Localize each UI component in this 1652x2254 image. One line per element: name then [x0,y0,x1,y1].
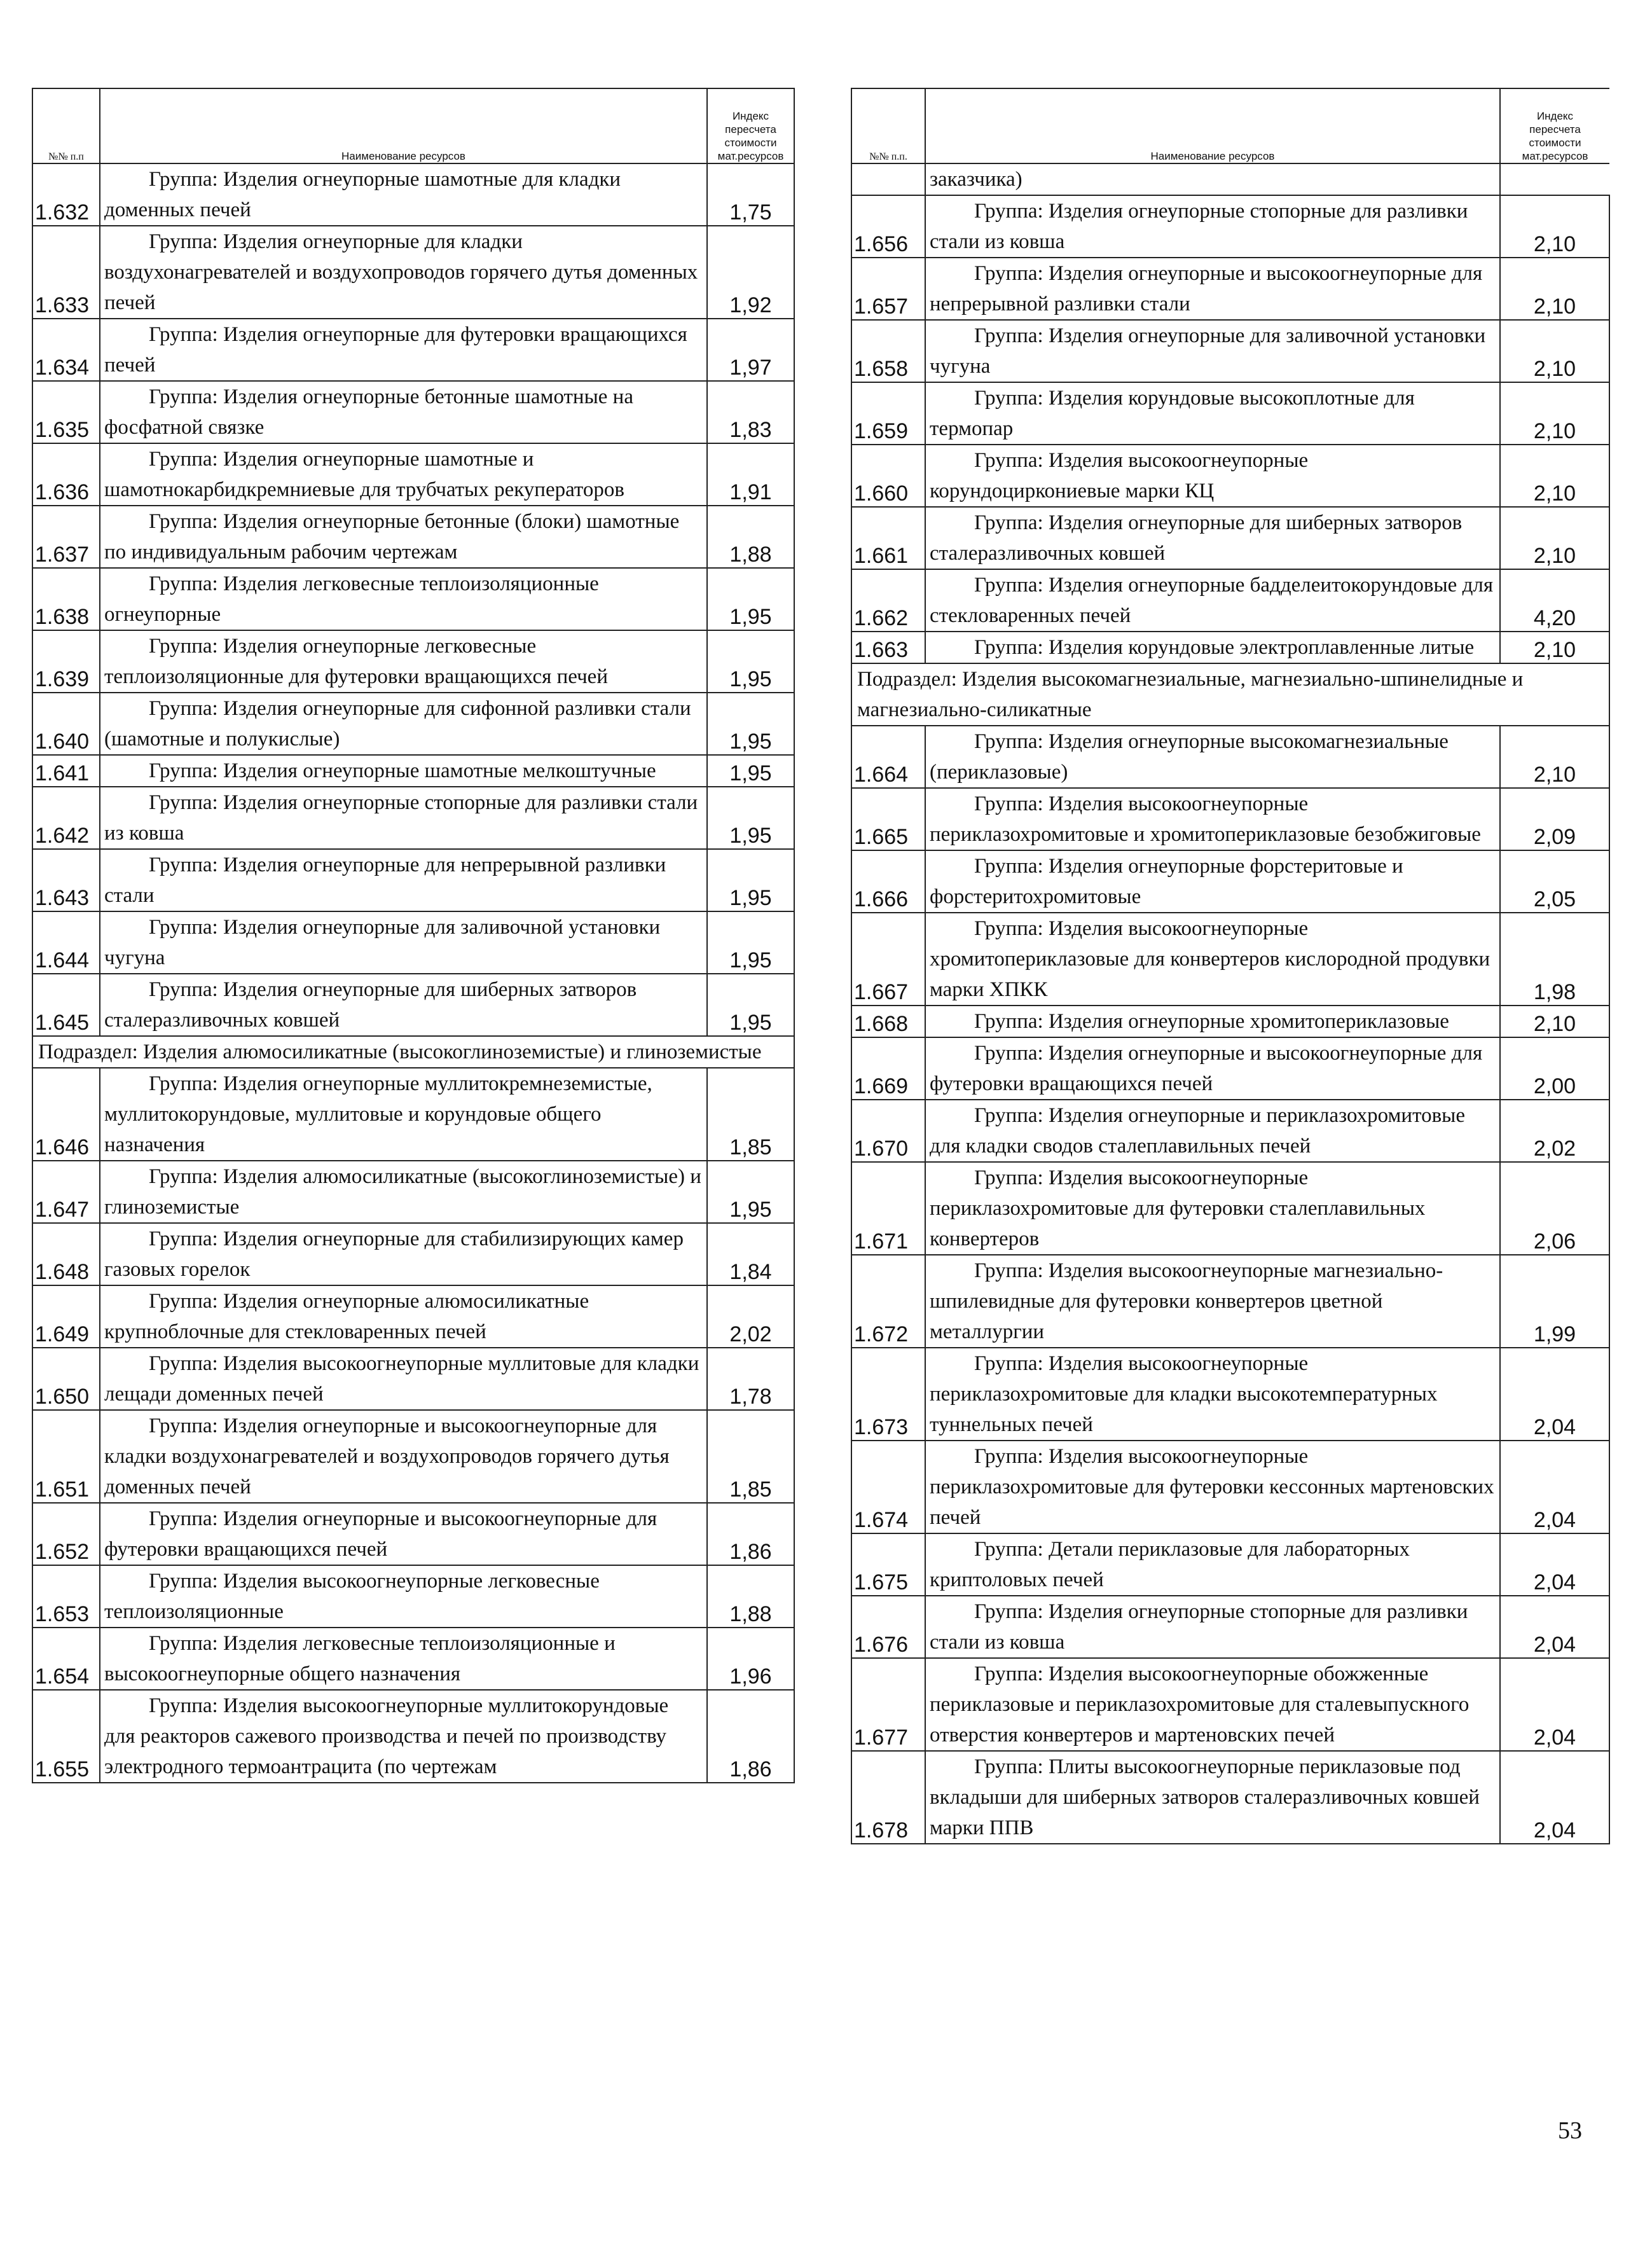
row-number: 1.646 [32,1068,100,1161]
resource-name-text: Группа: Изделия огнеупорные стопорные для разливки стали из ковша [930,200,1468,253]
subsection-row [32,1036,794,1068]
column-header-number: №№ п.п [32,88,100,163]
row-number: 1.642 [32,787,100,849]
resource-name-text: Группа: Изделия корундовые электроплавленные литые [974,636,1475,659]
index-value: 2,00 [1500,1037,1609,1100]
row-number: 1.655 [32,1690,100,1783]
index-value: 2,10 [1500,507,1609,569]
subsection-title: Подраздел: Изделия алюмосиликатные (высокоглиноземистые) и глиноземистые [32,1036,794,1068]
table-row [851,507,1609,569]
index-value: 1,95 [707,693,794,755]
resource-name [100,163,707,226]
row-number: 1.660 [851,445,925,507]
row-number: 1.676 [851,1596,925,1658]
row-number: 1.665 [851,788,925,850]
resource-name [100,630,707,693]
left-header-row [32,88,794,163]
index-value: 1,96 [707,1628,794,1690]
index-value: 1,95 [707,849,794,911]
row-number: 1.633 [32,226,100,319]
index-value: 1,85 [707,1410,794,1503]
row-number: 1.643 [32,849,100,911]
resource-name [925,632,1500,663]
table-row [851,1255,1609,1348]
row-number: 1.636 [32,443,100,506]
resource-name [925,726,1500,788]
table-row [32,163,794,226]
resource-name [925,258,1500,320]
table-row [32,755,794,787]
resource-name [100,693,707,755]
resource-name [925,195,1500,258]
resource-name [100,1223,707,1285]
index-value: 1,92 [707,226,794,319]
index-value: 1,95 [707,911,794,974]
table-row [32,443,794,506]
resource-name [925,1006,1500,1037]
resource-name-text: Группа: Изделия легковесные теплоизоляционные и высокоогнеупорные общего назначения [104,1632,616,1685]
index-value: 2,02 [707,1285,794,1348]
row-number: 1.661 [851,507,925,569]
resource-name [925,913,1500,1006]
column-header-index [1500,88,1609,163]
row-number: 1.635 [32,381,100,443]
table-row [851,382,1609,445]
resource-name-text: Группа: Изделия огнеупорные и высокоогнеупорные для непрерывной разливки стали [930,262,1483,315]
index-value: 1,88 [707,506,794,568]
table-row [851,1037,1609,1100]
row-number: 1.662 [851,569,925,632]
table-row [851,726,1609,788]
table-row [32,1068,794,1161]
resource-name-text: Группа: Изделия огнеупорные и высокоогнеупорные для футеровки вращающихся печей [104,1507,657,1561]
table-row [851,320,1609,382]
table-row [851,1533,1609,1596]
table-row [32,911,794,974]
resource-name [925,788,1500,850]
resource-name [100,787,707,849]
row-number: 1.673 [851,1348,925,1441]
resource-name [925,1255,1500,1348]
index-header-line1: Индекс [732,110,769,122]
row-number: 1.670 [851,1100,925,1162]
resource-name-text: Группа: Изделия огнеупорные шамотные и шамотнокарбидкремниевые для трубчатых рекуператоров [104,448,624,501]
resource-name-text: Группа: Изделия огнеупорные для заливочной установки чугуна [930,324,1486,378]
index-value: 1,95 [707,974,794,1036]
table-row [32,849,794,911]
resource-name-text: Группа: Изделия легковесные теплоизоляционные огнеупорные [104,572,599,626]
table-row [851,1441,1609,1533]
table-row [851,1751,1609,1844]
index-value: 1,98 [1500,913,1609,1006]
index-value: 2,10 [1500,632,1609,663]
resource-name [100,911,707,974]
resource-name [100,506,707,568]
resource-name [100,319,707,381]
column-header-number: №№ п.п. [851,88,925,163]
index-value: 4,20 [1500,569,1609,632]
resource-name [925,320,1500,382]
index-value: 2,04 [1500,1596,1609,1658]
resource-name [925,445,1500,507]
index-value: 2,04 [1500,1348,1609,1441]
table-row [32,381,794,443]
resource-name-text: Группа: Изделия огнеупорные для непрерывной разливки стали [104,854,666,907]
row-number: 1.654 [32,1628,100,1690]
resource-name-text: Группа: Изделия огнеупорные бетонные шамотные на фосфатной связке [104,385,633,439]
row-number: 1.650 [32,1348,100,1410]
resource-name [100,1690,707,1783]
row-number: 1.663 [851,632,925,663]
resource-name [925,1658,1500,1751]
index-value: 1,95 [707,755,794,787]
table-row [851,1162,1609,1255]
row-number: 1.659 [851,382,925,445]
resource-name-text: Группа: Изделия огнеупорные шамотные для кладки доменных печей [104,168,621,221]
resource-name-text: Группа: Изделия огнеупорные стопорные для разливки стали из ковша [930,1600,1468,1654]
table-row [32,226,794,319]
resource-name [100,974,707,1036]
resource-name [925,382,1500,445]
row-number: 1.644 [32,911,100,974]
resource-name [925,1037,1500,1100]
index-value: 2,10 [1500,195,1609,258]
row-number: 1.649 [32,1285,100,1348]
resource-name-text: Группа: Изделия алюмосиликатные (высокоглиноземистые) и глиноземистые [104,1165,701,1219]
table-row [32,787,794,849]
index-header-line2: пересчета [1529,123,1581,135]
resource-name [100,1410,707,1503]
resource-name-text: Группа: Изделия высокоогнеупорные корундоциркониевые марки КЦ [930,449,1309,502]
table-row [32,1565,794,1628]
resource-name-text: Группа: Изделия высокоогнеупорные легковесные теплоизоляционные [104,1570,600,1623]
resource-name-text: Группа: Изделия огнеупорные стопорные для разливки стали из ковша [104,791,698,845]
resource-name [100,755,707,787]
index-value: 1,95 [707,630,794,693]
resource-name [100,568,707,630]
resource-name-text: Группа: Изделия огнеупорные для шиберных затворов сталеразливочных ковшей [930,511,1463,565]
row-number: 1.675 [851,1533,925,1596]
resource-name [100,1161,707,1223]
index-value: 1,75 [707,163,794,226]
index-header-line3: стоимости [724,137,777,149]
resource-name-text: Группа: Изделия огнеупорные и высокоогнеупорные для кладки воздухонагревателей и воздухопроводов горячего дутья доменных печей [104,1414,670,1498]
row-number: 1.656 [851,195,925,258]
resource-name-text: Группа: Изделия огнеупорные высокомагнезиальные (периклазовые) [930,730,1449,784]
resource-name-text: Группа: Изделия огнеупорные для кладки воздухонагревателей и воздухопроводов горячего дутья доменных печей [104,230,698,314]
resource-name-text: Группа: Изделия огнеупорные муллитокремнеземистые, муллитокорундовые, муллитовые и корундовые общего назначения [104,1072,652,1156]
table-row [851,1658,1609,1751]
row-number: 1.648 [32,1223,100,1285]
row-number: 1.672 [851,1255,925,1348]
row-number: 1.668 [851,1006,925,1037]
table-row [32,1690,794,1783]
page-number: 53 [1558,2117,1582,2144]
table-row [851,195,1609,258]
row-number: 1.667 [851,913,925,1006]
continuation-row [851,163,1609,195]
right-resource-table [851,88,1610,1844]
resource-name [100,443,707,506]
resource-name-text: Группа: Изделия корундовые высокоплотные для термопар [930,387,1415,440]
index-value: 1,88 [707,1565,794,1628]
index-value: 2,09 [1500,788,1609,850]
table-row [32,568,794,630]
index-value: 1,95 [707,787,794,849]
table-row [32,319,794,381]
resource-name-text: Группа: Изделия огнеупорные алюмосиликатные крупноблочные для стекловаренных печей [104,1290,589,1343]
table-row [32,1410,794,1503]
resource-name-text: Группа: Изделия огнеупорные форстеритовые и форстеритохромитовые [930,855,1403,908]
index-header-line4: мат.ресурсов [1522,150,1588,162]
table-row [851,1596,1609,1658]
row-number: 1.634 [32,319,100,381]
resource-name [925,1596,1500,1658]
table-row [32,630,794,693]
row-number: 1.664 [851,726,925,788]
table-row [851,1006,1609,1037]
index-value: 1,83 [707,381,794,443]
resource-name-text: Группа: Изделия огнеупорные шамотные мелкоштучные [149,759,656,782]
index-value: 2,04 [1500,1658,1609,1751]
resource-name [100,226,707,319]
resource-name-text: Группа: Изделия огнеупорные для футеровки вращающихся печей [104,323,687,377]
subsection-title: Подраздел: Изделия высокомагнезиальные, магнезиально-шпинелидные и магнезиально-силикатные [851,663,1609,726]
resource-name [100,1068,707,1161]
index-value: 2,02 [1500,1100,1609,1162]
row-number: 1.666 [851,850,925,913]
row-number: 1.652 [32,1503,100,1565]
resource-name-text: Группа: Изделия огнеупорные легковесные теплоизоляционные для футеровки вращающихся печей [104,635,608,688]
row-number: 1.674 [851,1441,925,1533]
resource-name-text: Группа: Изделия высокоогнеупорные периклазохромитовые и хромитопериклазовые безобжиговые [930,792,1481,846]
resource-name-text: Группа: Изделия высокоогнеупорные обожженные периклазовые и периклазохромитовые для сталевыпускного отверстия конвертеров и мартеновских печей [930,1663,1470,1746]
row-number: 1.653 [32,1565,100,1628]
resource-name [100,1503,707,1565]
resource-name-text: Группа: Изделия огнеупорные для шиберных затворов сталеразливочных ковшей [104,978,637,1032]
resource-name-text: Группа: Изделия высокоогнеупорные муллитовые для кладки лещади доменных печей [104,1352,699,1406]
index-header-line2: пересчета [725,123,776,135]
row-number: 1.640 [32,693,100,755]
resource-name-text: Группа: Изделия высокоогнеупорные хромитопериклазовые для конвертеров кислородной продувки марки ХПКК [930,917,1490,1001]
row-number: 1.632 [32,163,100,226]
index-value: 1,84 [707,1223,794,1285]
index-value: 1,86 [707,1503,794,1565]
right-table-body [851,163,1609,1844]
row-number: 1.645 [32,974,100,1036]
index-value: 2,04 [1500,1751,1609,1844]
resource-name-text: Группа: Детали периклазовые для лабораторных криптоловых печей [930,1538,1410,1591]
resource-name-text: Группа: Изделия огнеупорные хромитопериклазовые [974,1010,1449,1033]
index-value: 1,99 [1500,1255,1609,1348]
index-value: 2,06 [1500,1162,1609,1255]
table-row [851,445,1609,507]
right-header-row [851,88,1609,163]
resource-name [100,1348,707,1410]
resource-name-text: Группа: Изделия огнеупорные для стабилизирующих камер газовых горелок [104,1227,684,1281]
table-row [851,632,1609,663]
index-value: 1,85 [707,1068,794,1161]
index-value: 1,95 [707,568,794,630]
resource-name-text: Группа: Изделия огнеупорные для заливочной установки чугуна [104,916,661,969]
resource-name-text: Группа: Изделия высокоогнеупорные периклазохромитовые для футеровки сталеплавильных конвертеров [930,1166,1426,1250]
index-header-line1: Индекс [1536,110,1574,122]
index-value: 2,10 [1500,320,1609,382]
row-number: 1.678 [851,1751,925,1844]
column-header-name: Наименование ресурсов [925,88,1500,163]
table-row [851,1348,1609,1441]
table-row [851,1100,1609,1162]
index-header-line3: стоимости [1529,137,1581,149]
row-number: 1.658 [851,320,925,382]
resource-name-text: Группа: Изделия огнеупорные и периклазохромитовые для кладки сводов сталеплавильных печей [930,1104,1465,1158]
row-number: 1.651 [32,1410,100,1503]
row-number: 1.639 [32,630,100,693]
resource-name-text: Группа: Изделия высокоогнеупорные периклазохромитовые для кладки высокотемпературных туннельных печей [930,1352,1438,1436]
table-row [851,569,1609,632]
resource-name [100,1285,707,1348]
row-number: 1.669 [851,1037,925,1100]
row-number: 1.647 [32,1161,100,1223]
table-row [32,1348,794,1410]
row-number: 1.677 [851,1658,925,1751]
index-value: 2,10 [1500,445,1609,507]
resource-name-text: Группа: Изделия огнеупорные для сифонной разливки стали (шамотные и полукислые) [104,697,691,750]
continuation-text: заказчика) [925,163,1500,195]
resource-name [925,850,1500,913]
index-value: 2,04 [1500,1441,1609,1533]
resource-name [925,1533,1500,1596]
table-row [851,258,1609,320]
table-row [32,506,794,568]
index-value: 1,95 [707,1161,794,1223]
table-row [851,788,1609,850]
resource-name-text: Группа: Изделия высокоогнеупорные муллитокорундовые для реакторов сажевого производства и печей по производству электродного термоантрацита (по чертежам [104,1694,669,1778]
table-row [32,1161,794,1223]
resource-name [100,849,707,911]
index-value: 1,86 [707,1690,794,1783]
resource-name-text: Группа: Изделия огнеупорные и высокоогнеупорные для футеровки вращающихся печей [930,1042,1483,1095]
index-value: 2,10 [1500,1006,1609,1037]
table-row [32,1628,794,1690]
row-number: 1.641 [32,755,100,787]
table-row [32,1503,794,1565]
index-value: 2,10 [1500,258,1609,320]
left-resource-table [32,88,795,1783]
resource-name-text: Группа: Плиты высокоогнеупорные периклазовые под вкладыши для шиберных затворов сталеразливочных ковшей марки ППВ [930,1755,1480,1839]
resource-name [925,507,1500,569]
index-value: 1,91 [707,443,794,506]
column-header-name: Наименование ресурсов [100,88,707,163]
index-value: 2,10 [1500,382,1609,445]
resource-name [925,569,1500,632]
resource-name [925,1100,1500,1162]
index-value: 1,78 [707,1348,794,1410]
table-row [32,974,794,1036]
row-number: 1.637 [32,506,100,568]
subsection-row [851,663,1609,726]
resource-name [925,1162,1500,1255]
row-number: 1.671 [851,1162,925,1255]
resource-name [925,1348,1500,1441]
resource-name [100,1565,707,1628]
index-value: 1,97 [707,319,794,381]
resource-name [100,381,707,443]
index-value: 2,10 [1500,726,1609,788]
left-table-body [32,163,794,1783]
table-row [851,913,1609,1006]
table-row [32,693,794,755]
table-row [32,1223,794,1285]
resource-name-text: Группа: Изделия огнеупорные бадделеитокорундовые для стекловаренных печей [930,574,1494,627]
index-value: 2,05 [1500,850,1609,913]
resource-name-text: Группа: Изделия огнеупорные бетонные (блоки) шамотные по индивидуальным рабочим чертежам [104,510,680,564]
resource-name [925,1751,1500,1844]
table-row [851,850,1609,913]
column-header-index [707,88,794,163]
index-value: 2,04 [1500,1533,1609,1596]
table-row [32,1285,794,1348]
index-header-line4: мат.ресурсов [717,150,784,162]
resource-name [925,1441,1500,1533]
row-number: 1.638 [32,568,100,630]
resource-name-text: Группа: Изделия высокоогнеупорные периклазохромитовые для футеровки кессонных мартеновских печей [930,1445,1494,1529]
row-number: 1.657 [851,258,925,320]
resource-name-text: Группа: Изделия высокоогнеупорные магнезиально-шпилевидные для футеровки конвертеров цветной металлургии [930,1259,1443,1343]
resource-name [100,1628,707,1690]
